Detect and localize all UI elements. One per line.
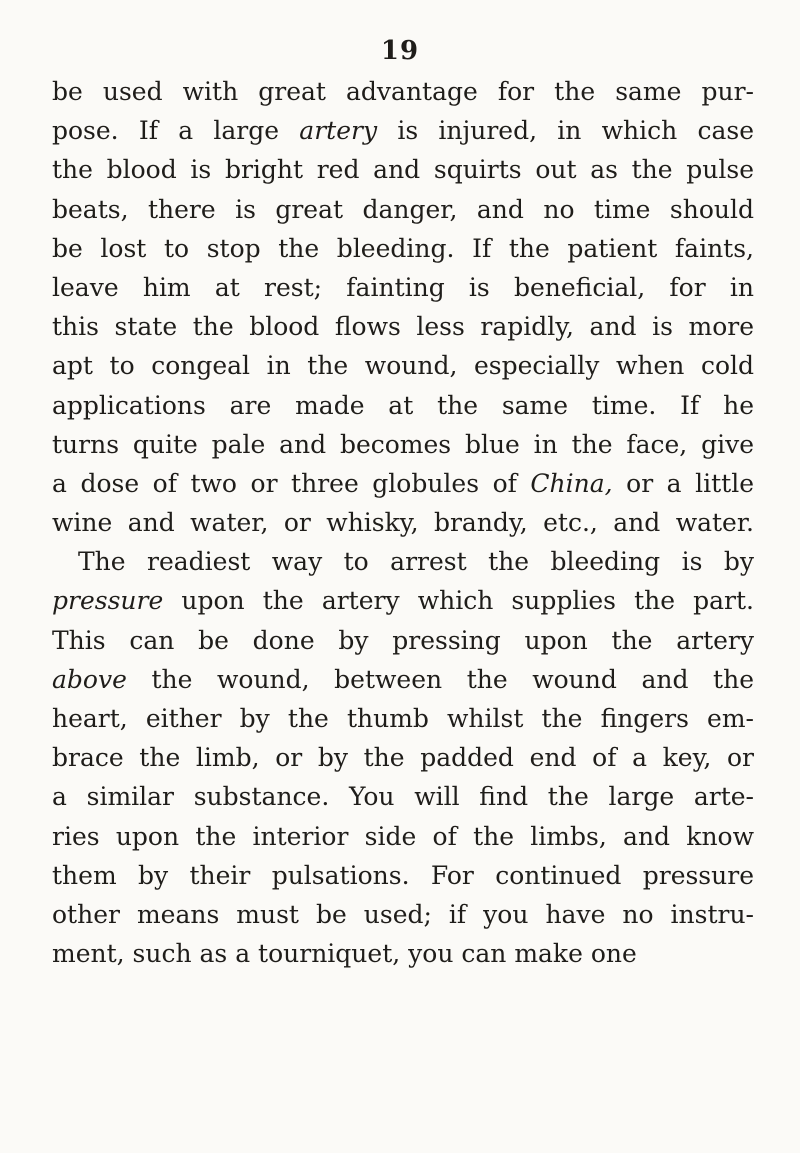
text-line: [52, 660, 754, 699]
text-segment: ment, such as a tourniquet, you can make one: [52, 939, 637, 969]
text-segment: other means must be used; if you have no instru-: [52, 899, 754, 929]
emphasized-text: above: [52, 664, 127, 694]
text-segment: applications are made at the same time. If he: [52, 390, 754, 420]
text-line: [52, 229, 754, 268]
text-segment: brace the limb, or by the padded end of a key, or: [52, 743, 754, 773]
page-number: 19: [380, 36, 420, 66]
text-line: [52, 425, 754, 464]
text-line: [52, 738, 754, 777]
text-segment: leave him at rest; fainting is beneficial, for in: [52, 272, 754, 302]
text-segment: beats, there is great danger, and no time should: [52, 194, 754, 224]
text-line: [52, 346, 754, 385]
text-line: [52, 464, 754, 503]
text-segment: This can be done by pressing upon the artery: [52, 625, 754, 655]
emphasized-text: China,: [530, 468, 613, 498]
text-line: [52, 268, 754, 307]
text-line: [52, 150, 754, 189]
text-segment: apt to congeal in the wound, especially when cold: [52, 351, 754, 381]
text-segment: a dose of two or three globules of: [52, 468, 531, 498]
text-line: [52, 503, 754, 542]
body-text: [52, 72, 754, 973]
text-segment: the wound, between the wound and the: [126, 664, 754, 694]
text-line: [52, 777, 754, 816]
text-line: [52, 190, 754, 229]
text-segment: be lost to stop the bleeding. If the patient faints,: [52, 233, 754, 263]
text-segment: or a little: [612, 468, 754, 498]
text-segment: a similar substance. You will find the large arte-: [52, 782, 754, 812]
text-segment: heart, either by the thumb whilst the fingers em-: [52, 704, 754, 733]
text-line: [52, 621, 754, 660]
emphasized-text: pressure: [52, 586, 164, 616]
text-segment: pose. If a large: [52, 116, 300, 146]
text-segment: this state the blood flows less rapidly, and is more: [52, 312, 754, 342]
text-line: [52, 386, 754, 425]
text-line: [52, 542, 754, 581]
text-segment: upon the artery which supplies the part.: [163, 586, 754, 616]
text-line: [52, 699, 754, 738]
emphasized-text: artery: [299, 116, 378, 146]
text-line: [52, 817, 754, 856]
text-segment: them by their pulsations. For continued pressure: [52, 860, 754, 890]
text-line: [52, 895, 754, 934]
text-line: [52, 856, 754, 895]
text-line: [52, 111, 754, 150]
text-line: [52, 307, 754, 346]
text-segment: turns quite pale and becomes blue in the face, give: [52, 429, 754, 459]
text-line: [52, 72, 754, 111]
text-segment: wine and water, or whisky, brandy, etc., and water.: [52, 508, 754, 538]
text-segment: is injured, in which case: [377, 116, 754, 146]
text-segment: The readiest way to arrest the bleeding is by: [78, 547, 754, 577]
text-segment: be used with great advantage for the same pur-: [52, 77, 754, 106]
text-line: [52, 934, 754, 973]
text-segment: ries upon the interior side of the limbs, and know: [52, 821, 754, 851]
text-line: [52, 581, 754, 620]
text-segment: the blood is bright red and squirts out as the pulse: [52, 155, 754, 185]
